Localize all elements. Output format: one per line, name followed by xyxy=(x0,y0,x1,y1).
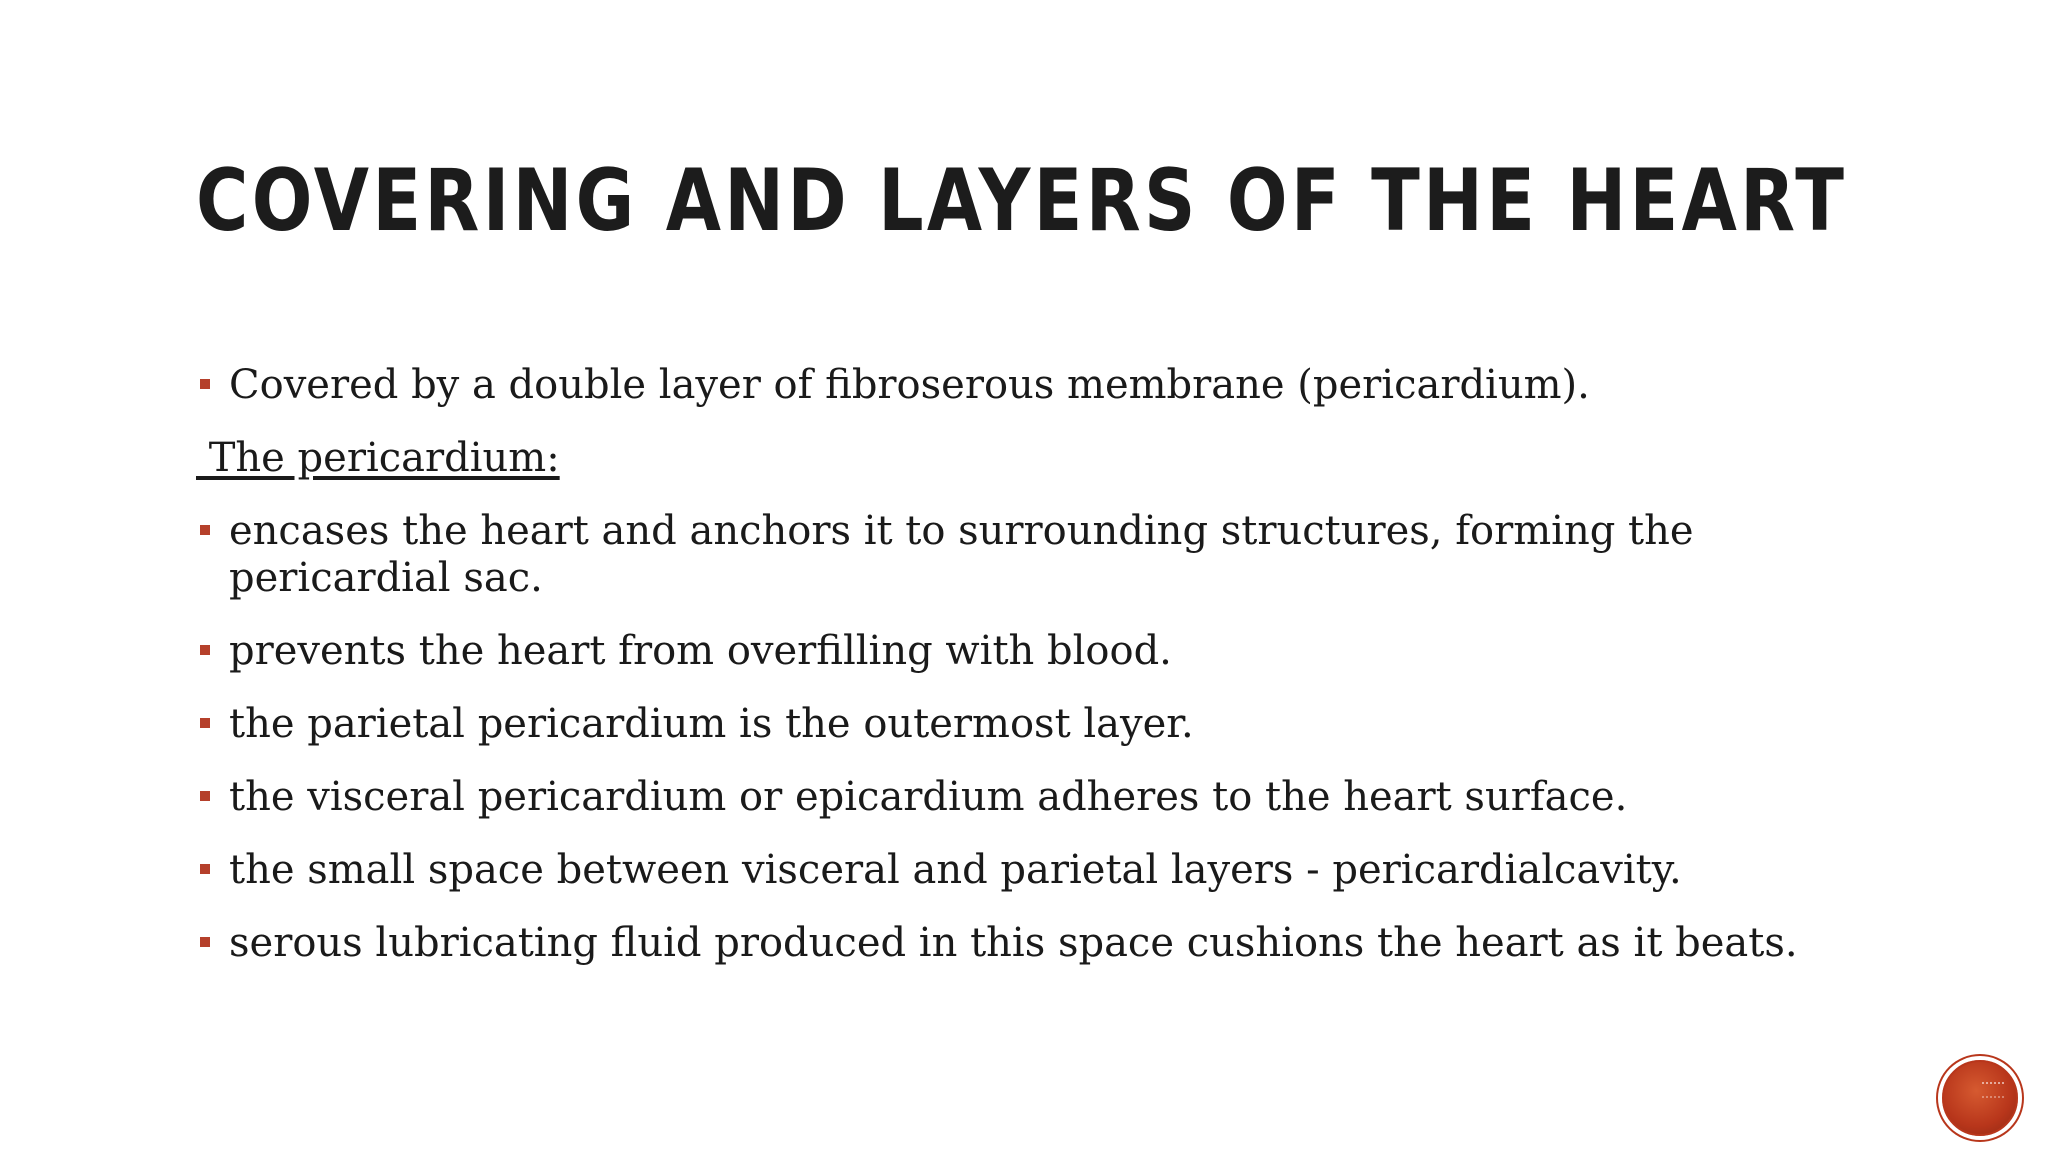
slide-nav-button[interactable] xyxy=(1942,1060,2018,1136)
bullet-text: encases the heart and anchors it to surrounding structures, forming the pericardial sac. xyxy=(229,508,1694,601)
square-bullet-icon xyxy=(200,937,210,947)
bullet-item-intro xyxy=(196,362,1916,409)
square-bullet-icon xyxy=(200,791,210,801)
slide-content xyxy=(196,362,1916,993)
square-bullet-icon xyxy=(200,379,210,389)
square-bullet-icon xyxy=(200,864,210,874)
subheading: The pericardium: xyxy=(196,435,560,481)
slide-title: COVERING AND LAYERS OF THE HEART xyxy=(196,151,1848,251)
bullet-text: Covered by a double layer of fibroserous membrane (pericardium). xyxy=(229,362,1590,408)
bullet-item xyxy=(196,508,1916,602)
bullet-item xyxy=(196,920,1916,967)
bullet-text: prevents the heart from overfilling with blood. xyxy=(229,628,1172,674)
subheading-row xyxy=(196,435,1916,482)
bullet-item xyxy=(196,774,1916,821)
square-bullet-icon xyxy=(200,645,210,655)
bullet-text: the visceral pericardium or epicardium adheres to the heart surface. xyxy=(229,774,1628,820)
circle-nav-icon xyxy=(1982,1082,2004,1098)
square-bullet-icon xyxy=(200,718,210,728)
bullet-text: serous lubricating fluid produced in this space cushions the heart as it beats. xyxy=(229,920,1798,966)
bullet-item xyxy=(196,847,1916,894)
bullet-item xyxy=(196,701,1916,748)
bullet-text: the parietal pericardium is the outermost layer. xyxy=(229,701,1194,747)
square-bullet-icon xyxy=(200,525,210,535)
bullet-item xyxy=(196,628,1916,675)
bullet-text: the small space between visceral and parietal layers - pericardialcavity. xyxy=(229,847,1682,893)
